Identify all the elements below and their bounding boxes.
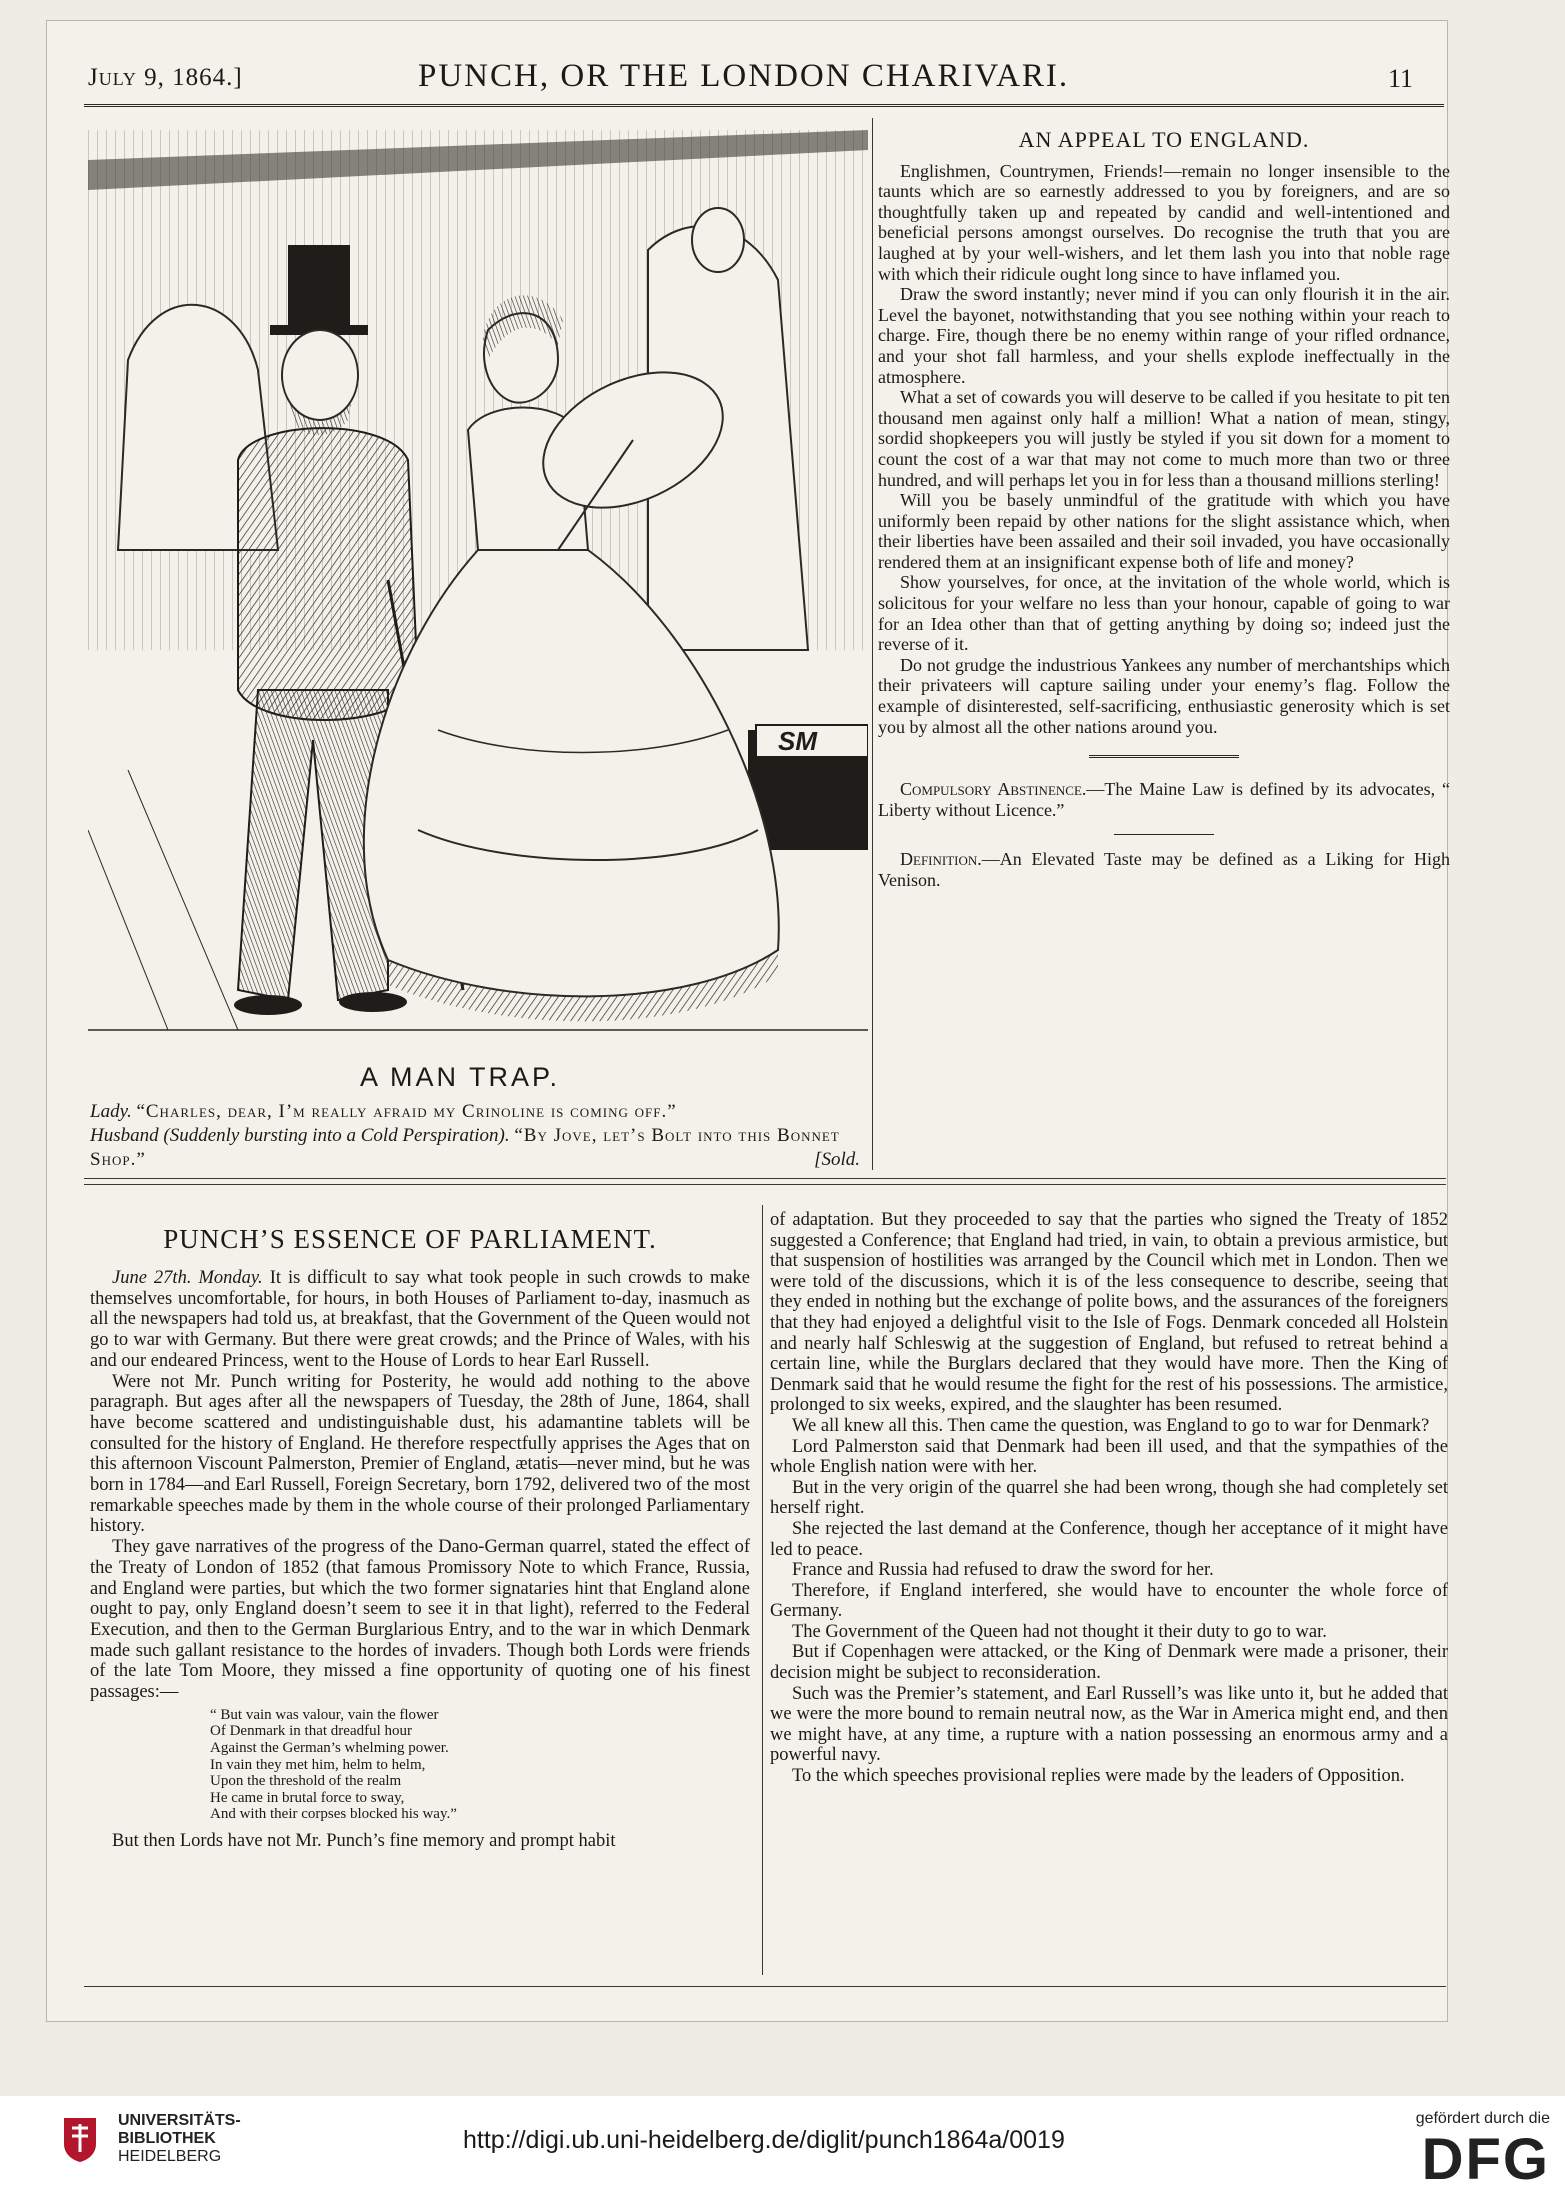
caption-husband-italic: (Suddenly bursting into a Cold Perspiration).	[163, 1125, 510, 1146]
permalink-url[interactable]: http://digi.ub.uni-heidelberg.de/diglit/punch1864a/0019	[463, 2126, 1065, 2154]
essence-paragraph: Such was the Premier’s statement, and Earl Russell’s was like unto it, but he added that we were the more bound to remain neutral now, as the War in America might end, and then we might have, at any time, a rupture with a nation possessing an enormous army and a powerful navy.	[770, 1683, 1448, 1766]
essence-paragraph: of adaptation. But they proceeded to say that the parties who signed the Treaty of 1852 suggested a Conference; that England had tried, in vain, to obtain a previous armistice, but that suspension of hostilities was arranged by the Council which met in London. Then we were told of the discussions, which it is of the less consequence to describe, seeing that they ended in nothing but the exchange of polite bows, and the assurances of the foreigners that they had enjoyed a delightful visit to the Isle of Fogs. Denmark conceded all Holstein and nearly half Schleswig at the suggestion of England, but refused to retreat behind a certain line, while the Burglars declared that they would have more. Then the King of Denmark said that he would resume the fight for the rest of his possessions. The armistice, prolonged to six weeks, expired, and the slaughter has been resumed.	[770, 1210, 1448, 1416]
definition-label: Definition.	[900, 849, 982, 870]
definition-rule	[1114, 834, 1214, 835]
essence-paragraph: But then Lords have not Mr. Punch’s fine memory and prompt habit	[112, 1830, 616, 1851]
page-number: 11	[1388, 64, 1414, 93]
masthead-title: PUNCH, OR THE LONDON CHARIVARI.	[418, 58, 1070, 94]
appeal-paragraph: Do not grudge the industrious Yankees any number of merchantships which their privateers will capture sailing under your enemy’s flag. Follow the example of disinterested, self-sacrificing, enthusiastic generosity which is set you by almost all the other nations around you.	[878, 654, 1450, 737]
essence-dateline: June 27th. Monday.	[112, 1268, 263, 1288]
essence-paragraph: Were not Mr. Punch writing for Posterity, he would add nothing to the above paragraph. But ages after all the newspapers of Tuesday, the 28th of June, 1864, shall have become scattered and undistinguishable dust, his adamantine tablets will be consulted for the history of England. He therefore respectfully apprises the Ages that on this afternoon Viscount Palmerston, Premier of England, ætatis—never mind, but he was born in 1784—and Earl Russell, Foreign Secretary, born 1792, delivered two of the most remarkable speeches made by them in the whole course of their prolonged Parliamentary history.	[90, 1371, 750, 1537]
essence-paragraph: But in the very origin of the quarrel she had been wrong, though she had completely set herself right.	[770, 1477, 1448, 1519]
definition-item	[878, 849, 1450, 890]
page-header	[48, 58, 1448, 98]
essence-title: PUNCH’S ESSENCE OF PARLIAMENT.	[163, 1224, 657, 1254]
essence-paragraph: To the which speeches provisional replies were made by the leaders of Opposition.	[792, 1766, 1405, 1787]
page-bottom-rule	[84, 1986, 1446, 1987]
library-crest-icon	[60, 2114, 100, 2164]
appeal-paragraph: Show yourselves, for once, at the invitation of the whole world, which is solicitous for your welfare no less than your honour, capable of going to war for an Idea other than that of getting anything by doing so; indeed just the reverse of it.	[878, 572, 1450, 655]
cartoon-caption	[90, 1100, 860, 1172]
poem-line: Against the German’s whelming power.	[210, 1739, 449, 1756]
appeal-title: AN APPEAL TO ENGLAND.	[1018, 127, 1310, 152]
cartoon-illustration	[88, 130, 868, 1050]
caption-husband-label: Husband	[90, 1125, 159, 1146]
essence-paragraph	[90, 1268, 750, 1372]
appeal-paragraph: Draw the sword instantly; never mind if you can only flourish it in the air. Level the bayonet, notwithstanding that you see nothing within your reach to charge. Fire, though there be no enemy within range of your rifled ordnance, and your shot fall harmless, and your shells explode ineffectually in the atmosphere.	[878, 284, 1450, 387]
poem-line: “ But vain was valour, vain the flower	[210, 1706, 439, 1723]
poem-line: He came in brutal force to sway,	[210, 1789, 405, 1806]
caption-lady-text: “Charles, dear, I’m really afraid my Crinoline is coming off.”	[136, 1101, 677, 1122]
column-divider-bottom	[762, 1205, 763, 1975]
essence-paragraph: France and Russia had refused to draw the sword for her.	[792, 1560, 1214, 1581]
essence-paragraph: We all knew all this. Then came the question, was England to go to war for Denmark?	[792, 1415, 1430, 1436]
caption-husband-text: “By Jove, let’s Bolt into this Bonnet Shop.”	[90, 1125, 840, 1170]
compulsory-label: Compulsory Abstinence.	[900, 779, 1087, 800]
dfg-logo[interactable]	[1390, 2110, 1550, 2192]
section-divider	[84, 1178, 1446, 1179]
essence-paragraph: But if Copenhagen were attacked, or the King of Denmark were made a prisoner, their decision might be subject to reconsideration.	[770, 1642, 1448, 1684]
cartoon-title: A MAN TRAP.	[360, 1062, 561, 1092]
appeal-paragraph: Englishmen, Countrymen, Friends!—remain no longer insensible to the taunts which are so earnestly addressed to you by foreigners, and are so thoughtfully taken up and repeated by candid and well-intentioned and beneficial persons amongst ourselves. Do recognise the truth that you are laughed at by your well-wishers, and let them lash you into that noble rage with which their ridicule ought long since to have inflamed you.	[878, 160, 1450, 284]
issue-date: July 9, 1864.]	[88, 64, 243, 91]
caption-signature: [Sold.	[814, 1149, 860, 1170]
essence-paragraph: The Government of the Queen had not thought it their duty to go to war.	[792, 1621, 1327, 1642]
compulsory-item	[878, 779, 1450, 820]
appeal-paragraph: Will you be basely unmindful of the gratitude with which you have uniformly been repaid by other nations for the slight assistance which, when their liberties have been assailed and their soil invaded, you have occasionally rendered them at an insignificant expense both of life and money?	[878, 490, 1450, 572]
header-rule	[84, 104, 1444, 111]
dfg-wordmark: DFG	[1421, 2127, 1550, 2192]
essence-paragraph: Therefore, if England interfered, she would have to encounter the whole force of Germany.	[770, 1580, 1448, 1622]
essence-paragraph: She rejected the last demand at the Conference, though her acceptance of it might have led to peace.	[770, 1518, 1448, 1560]
compulsory-text: —The Maine Law is defined by its advocates, “ Liberty without Licence.”	[878, 779, 1451, 820]
library-line: UNIVERSITÄTS-	[118, 2112, 241, 2129]
essence-paragraph: Lord Palmerston said that Denmark had been ill used, and that the sympathies of the whole English nation were with her.	[770, 1436, 1448, 1478]
poem-line: Of Denmark in that dreadful hour	[210, 1723, 413, 1740]
column-divider-top	[872, 118, 873, 1170]
appeal-rule	[1089, 755, 1239, 761]
essence-right-column	[770, 1210, 1448, 1787]
shop-sign-text: SM	[778, 726, 817, 756]
library-line: BIBLIOTHEK	[118, 2130, 216, 2147]
essence-text: It is difficult to say what took people in such crowds to make themselves uncomfortable, for hours, in both Houses of Parliament to-day, inasmuch as all the newspapers had told us, at breakfast, that the Government of the Queen would not go to war with Germany. But there were great crowds; and the Prince of Wales, with his and our endeared Princess, went to the House of Lords to hear Earl Russell.	[90, 1268, 751, 1371]
essence-paragraph: They gave narratives of the progress of the Dano-German quarrel, stated the effect of the Treaty of London of 1852 (that famous Promissory Note to which France, Russia, and England were parties, but which the two former signataries hint that England alone ought to pay, only England doesn’t seem to see it in that light), referred to the Federal Execution, and then to the German Burglarious Entry, and to the war in which Denmark made such gallant resistance to the hordes of invaders. Though both Lords were friends of the late Tom Moore, they missed a fine opportunity of quoting one of his finest passages:—	[90, 1537, 750, 1703]
funding-text: gefördert durch die	[1415, 2110, 1550, 2127]
section-divider-2	[84, 1184, 1446, 1185]
appeal-paragraph: What a set of cowards you will deserve to be called if you hesitate to pit ten thousand men against only half a million! What a nation of mean, stingy, sordid shopkeepers you will justly be styled if you sit down for a moment to count the cost of a war that may not come to much more than two or three hundred, and will perhaps let you in for less than a thousand millions sterling!	[878, 387, 1450, 490]
poem-line: Upon the threshold of the realm	[210, 1773, 402, 1790]
poem-line: In vain they met him, helm to helm,	[210, 1756, 426, 1773]
poem-quote	[210, 1707, 750, 1823]
caption-lady-label: Lady.	[90, 1101, 132, 1122]
poem-line: And with their corpses blocked his way.”	[210, 1806, 457, 1823]
library-line: HEIDELBERG	[118, 2148, 222, 2165]
definition-text: —An Elevated Taste may be defined as a Liking for High Venison.	[878, 849, 1450, 890]
appeal-article	[878, 127, 1451, 891]
essence-left-column	[90, 1268, 750, 1852]
